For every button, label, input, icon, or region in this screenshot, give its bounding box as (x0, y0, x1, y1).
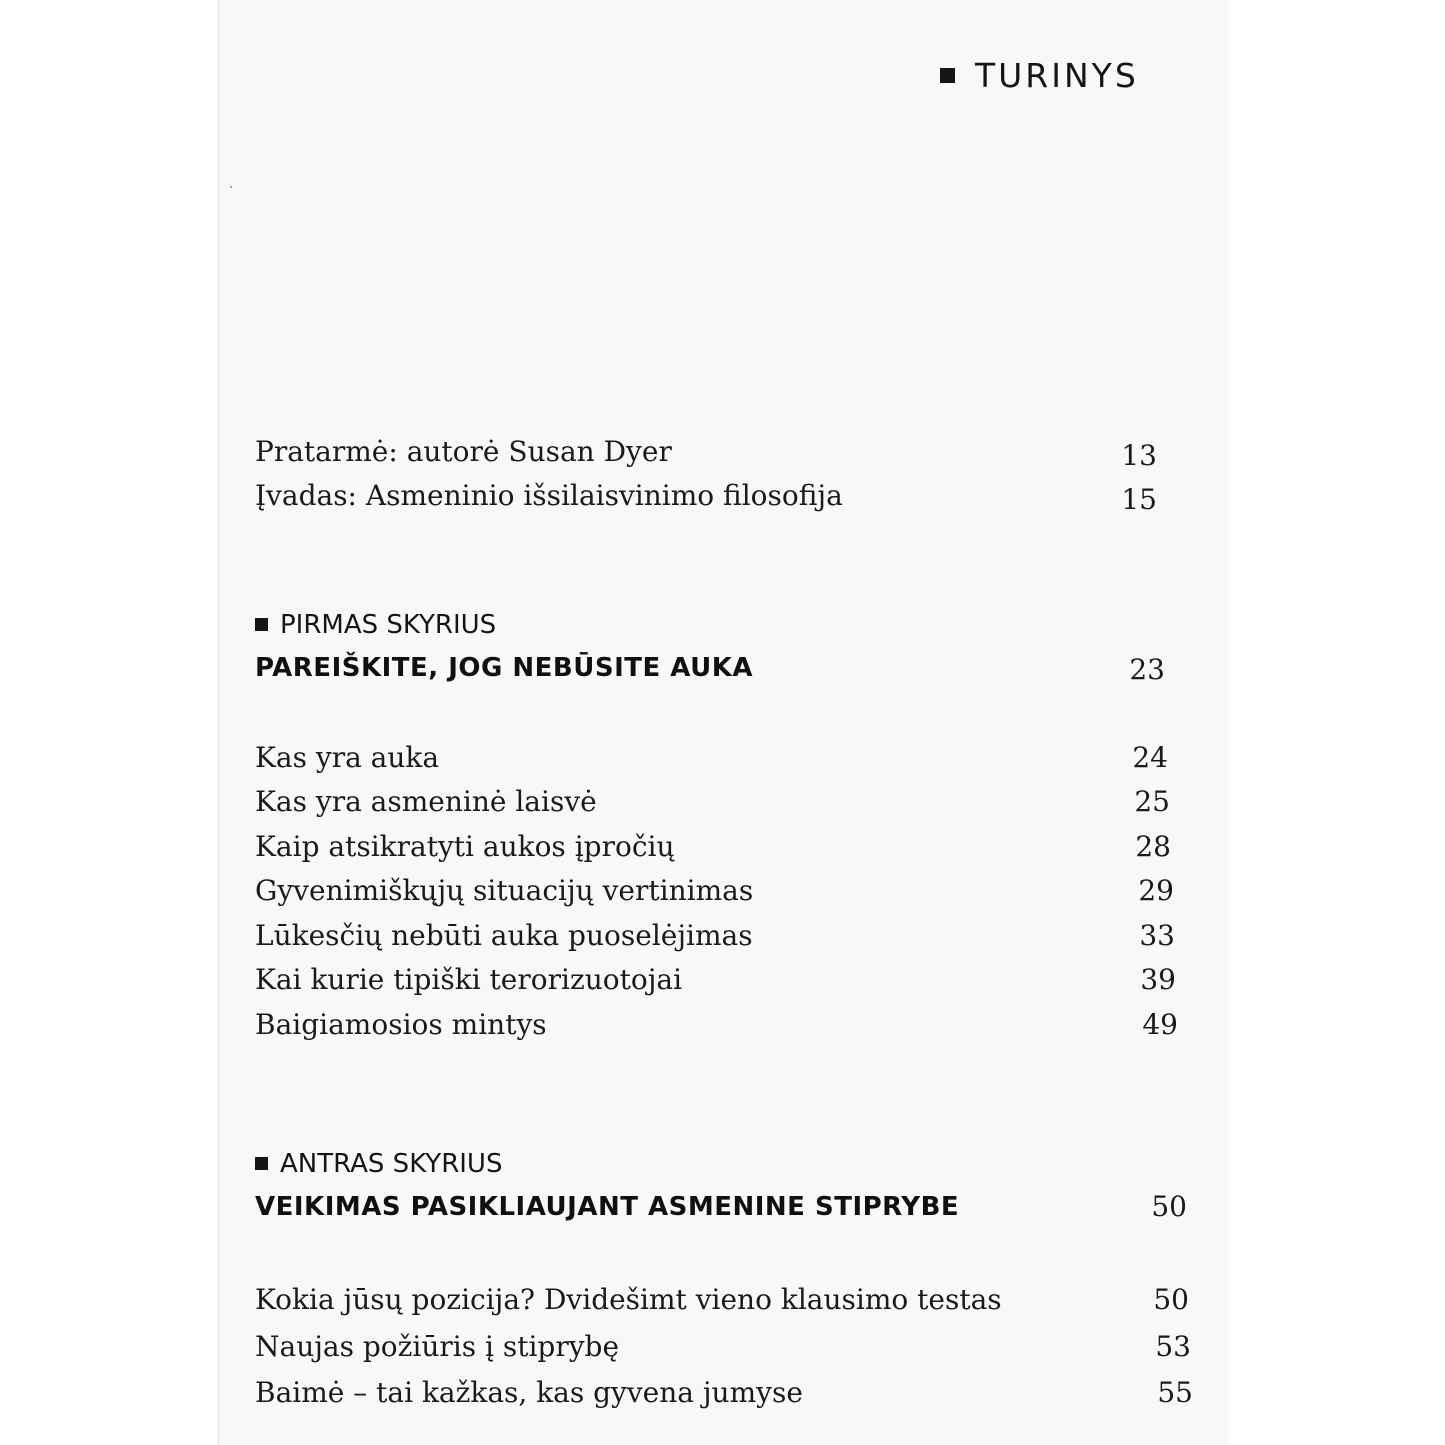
toc-page-number: 24 (1132, 741, 1168, 774)
toc-page-number: 28 (1135, 830, 1171, 863)
toc-page-number: 50 (1153, 1283, 1189, 1316)
toc-page-number: 53 (1155, 1330, 1191, 1363)
toc-page-number: 13 (1121, 439, 1157, 472)
chapter-1-title: PAREIŠKITE, JOG NEBŪSITE AUKA (255, 653, 753, 683)
toc-page-number: 55 (1157, 1376, 1193, 1409)
chapter-2-title: VEIKIMAS PASIKLIAUJANT ASMENINE STIPRYBE (255, 1192, 960, 1222)
toc-page-number: 15 (1121, 483, 1157, 516)
toc-heading (940, 56, 1139, 95)
square-bullet-icon (940, 68, 955, 83)
square-bullet-icon (255, 618, 268, 631)
toc-entry-introduction: Įvadas: Asmeninio išsilaisvinimo filosofija (255, 479, 843, 512)
toc-page-number: 49 (1142, 1008, 1178, 1041)
toc-entry: Kas yra auka (255, 741, 440, 774)
toc-entry: Gyvenimiškųjų situacijų vertinimas (255, 874, 754, 907)
book-page (218, 0, 1228, 1445)
chapter-1-page-number: 23 (1129, 653, 1165, 686)
chapter-2-page-number: 50 (1151, 1190, 1187, 1223)
square-bullet-icon (255, 1157, 268, 1170)
chapter-2-label: ANTRAS SKYRIUS (255, 1146, 502, 1182)
toc-entry: Lūkesčių nebūti auka puoselėjimas (255, 919, 753, 952)
paper-speck (230, 186, 232, 188)
toc-entry: Kaip atsikratyti aukos įpročių (255, 830, 675, 863)
toc-entry: Naujas požiūris į stiprybę (255, 1330, 620, 1363)
toc-page-number: 29 (1138, 874, 1174, 907)
toc-page-number: 25 (1134, 785, 1170, 818)
toc-page-number: 39 (1140, 963, 1176, 996)
toc-entry: Kai kurie tipiški terorizuotojai (255, 963, 683, 996)
toc-heading-text: TURINYS (975, 56, 1139, 95)
toc-page-number: 33 (1139, 919, 1175, 952)
toc-entry: Baimė – tai kažkas, kas gyvena jumyse (255, 1376, 803, 1409)
chapter-1-label: PIRMAS SKYRIUS (255, 607, 496, 643)
toc-entry: Kas yra asmeninė laisvė (255, 785, 597, 818)
toc-entry-preface: Pratarmė: autorė Susan Dyer (255, 435, 672, 468)
toc-entry: Baigiamosios mintys (255, 1008, 547, 1041)
toc-entry: Kokia jūsų pozicija? Dvidešimt vieno klausimo testas (255, 1283, 1002, 1316)
